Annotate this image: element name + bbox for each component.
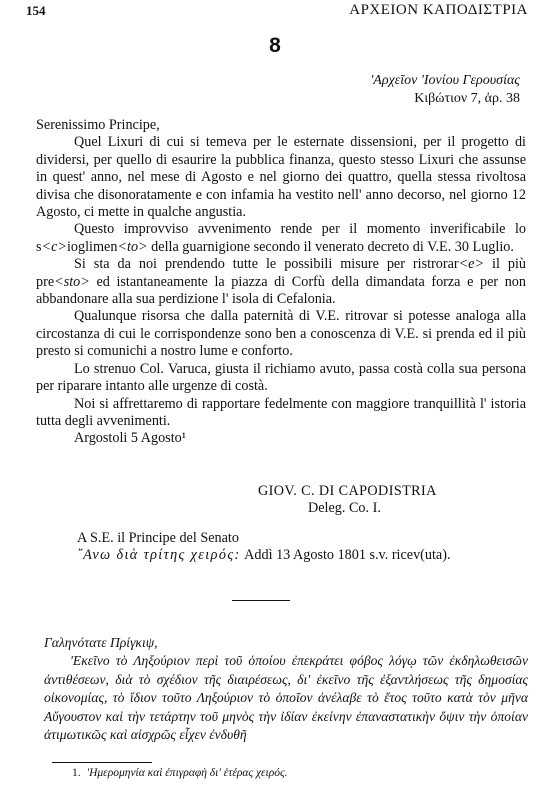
editorial-insertion: <to>	[117, 238, 148, 255]
text-segment: il più pre	[36, 256, 527, 290]
footnote-divider	[52, 762, 152, 763]
greek-salutation: Γαληνότατε Πρίγκιψ,	[44, 635, 158, 650]
editorial-insertion: <e>	[458, 256, 485, 273]
address-note	[77, 547, 451, 564]
document-number: 8	[269, 34, 281, 57]
greek-note: ῎Ανω διὰ τρίτης χειρός:	[77, 547, 241, 564]
letter-paragraph-3	[36, 256, 526, 308]
footnote	[72, 767, 288, 779]
signature-title: Deleg. Co. I.	[308, 500, 381, 517]
letter-paragraph-5: Lo strenuo Col. Varuca, giusta il richiamo avuto, passa costà colla sua persona per riparare intanto alle urgenze di costà.	[36, 360, 526, 395]
archive-line-2: Κιβώτιον 7, ἀρ. 38	[414, 91, 520, 106]
greek-translation	[44, 634, 528, 744]
text-segment: Questo improvviso avvenimento rende per il momento inverificabile lo s	[36, 221, 526, 255]
running-title: ΑΡΧΕΙΟΝ ΚΑΠΟΔΙΣΤΡΙΑ	[349, 2, 528, 18]
letter-paragraph-6: Noi si affrettaremo di rapportare fedelmente con maggiore tranquillità l' istoria tutta degli avvenimenti.	[36, 395, 526, 429]
text-segment: ed istantaneamente la piazza di Corfù della dimandata forza e per non abbandonare alla sua perdizione l' isola di Cefalonia.	[36, 273, 526, 308]
address-recipient: A S.E. il Principe del Senato	[77, 530, 239, 546]
italian-letter	[36, 117, 526, 448]
text-segment: Si sta da noi prendendo tutte le possibili misure per ristrorar	[74, 256, 459, 273]
page-number: 154	[26, 3, 46, 18]
text-segment: ioglimen	[66, 238, 118, 255]
received-note: Addì 13 Agosto 1801 s.v. ricev(uta).	[240, 547, 451, 564]
letter-place-date: Argostoli 5 Agosto¹	[74, 430, 186, 447]
section-divider	[232, 600, 290, 601]
archive-reference	[370, 72, 520, 108]
letter-paragraph-4: Qualunque risorsa che dalla paternità di V.E. ritrovar si potesse analoga alla circostanza di cui le corrispondenze sono ben a conoscenza di V.E. si prenda ed il più presto si comunichi a nostro lume e conforto.	[36, 308, 526, 360]
text-segment: della guarnigione secondo il venerato decreto di V.E. 30 Luglio.	[147, 238, 514, 255]
editorial-insertion: <sto>	[54, 273, 90, 290]
letter-paragraph-2	[36, 221, 526, 256]
footnote-text: 'Ημερομηνία καὶ ἐπιγραφὴ δι' ἑτέρας χειρός.	[86, 767, 288, 779]
letter-paragraph-1: Quel Lixuri di cui si temeva per le esternate dissensioni, per il progetto di dividersi, per quello di esaurire la pubblica finanza, questo stesso Lixuri che assunse in quest' anno, nel mese di Agosto e nel giorno dei quattro, quella stessa rivoltosa divisa che disonoratamente e con infamia ha vestito nell' anno decorso, nel giorno 12 Agosto, ci mette in qualche angustia.	[36, 134, 526, 221]
signature-block	[258, 483, 437, 518]
greek-paragraph-1: 'Εκεῖνο τὸ Ληξούριον περὶ τοῦ ὁποίου ἐπεκράτει φόβος λόγῳ τῶν ἐκδηλωθεισῶν ἀντιθέσεων, διὰ τὸ σχέδιον τῆς διαιρέσεως, δι' ἐκεῖνο τῆς ἐξαντλήσεως τῆς δημοσίας οἰκονομίας, τὸ ἴδιον τοῦτο Ληξούριον τὸ ὁποῖον ἀνέλαβε τὸ ἔτος τοῦτο κατὰ τὸν μῆνα Αὔγουστον καὶ τὴν τετάρτην τοῦ μηνὸς τὴν ἰδίαν ἐκείνην ἐπαναστατικὴν ὄψιν τὴν ὁποίαν ἀτιμωτικῶς καὶ αἰσχρῶς εἶχεν ἐνδυθῆ	[44, 653, 528, 743]
archive-line-1: 'Αρχεῖον 'Ιονίου Γερουσίας	[370, 73, 520, 88]
letter-salutation: Serenissimo Principe,	[36, 117, 160, 133]
footnote-number: 1.	[72, 767, 81, 779]
editorial-insertion: <c>	[41, 238, 67, 255]
address-block	[77, 530, 451, 565]
signature-name: GIOV. C. DI CAPODISTRIA	[258, 483, 437, 499]
